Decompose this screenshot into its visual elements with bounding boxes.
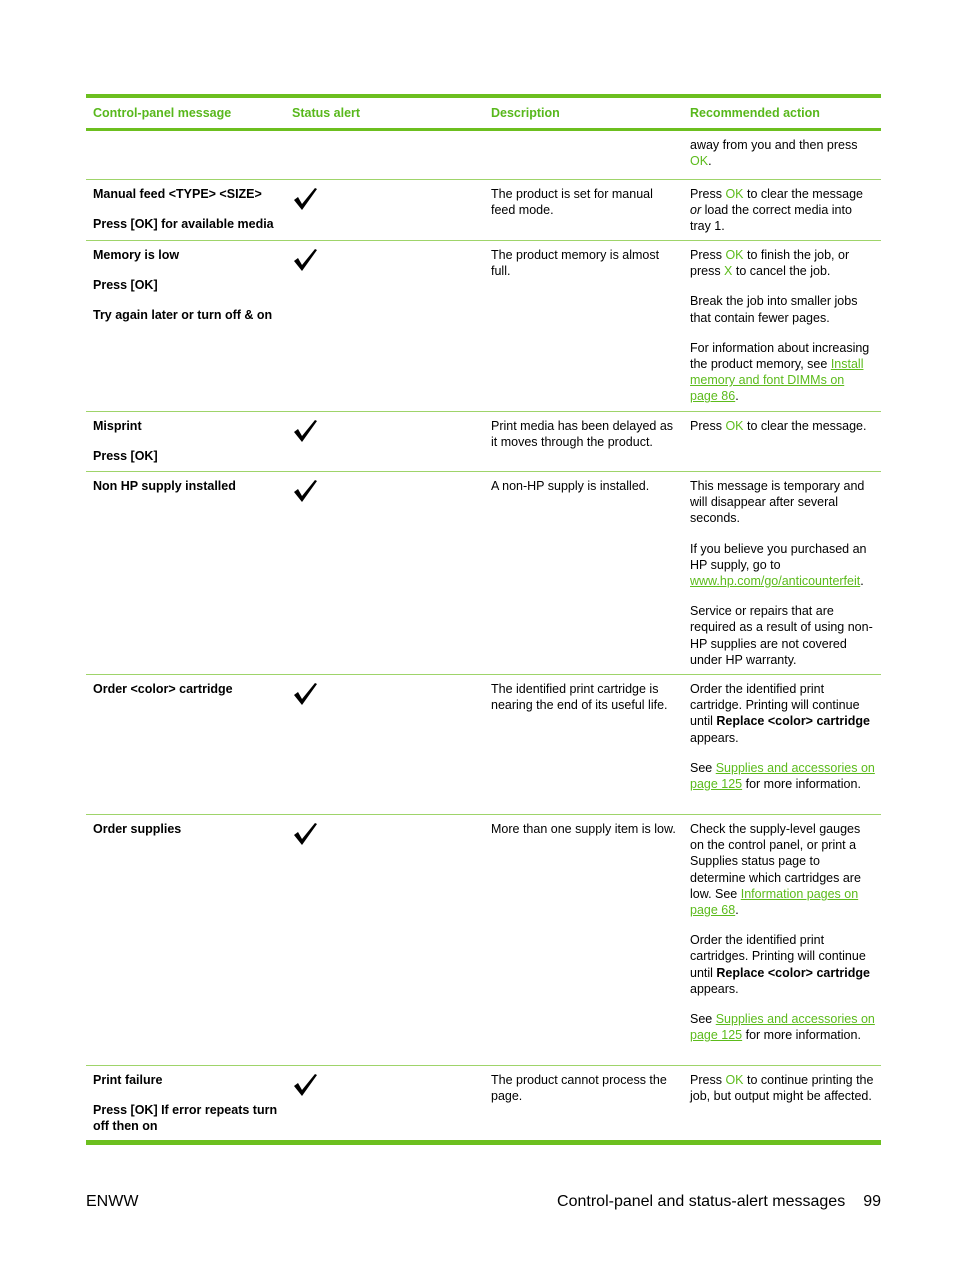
table-row-order-supplies [86,815,881,1066]
ok-key: OK [725,1073,744,1087]
information-pages-link[interactable]: Information pages on page 68 [690,886,859,918]
panel-message: Press [OK] If error repeats turn off then on [93,1103,278,1134]
checkmark-icon [292,681,318,707]
footer-edition: ENWW [86,1193,139,1210]
panel-message: Memory is low [93,248,180,262]
message-cell [86,472,285,674]
description-cell: The product memory is almost full. [491,248,660,279]
panel-message: Manual feed <TYPE> <SIZE> [93,187,262,201]
checkmark-icon [292,247,318,273]
panel-message: Order <color> cartridge [93,682,233,696]
footer-section-title: Control-panel and status-alert messages [557,1193,846,1210]
description-cell: A non-HP supply is installed. [491,479,650,493]
page-footer [86,1193,881,1213]
table-row-continued [86,131,881,180]
anticounterfeit-link[interactable]: www.hp.com/go/anticounterfeit [690,574,861,589]
table-bottom-rule [86,1140,881,1145]
message-cell [86,412,285,471]
supplies-accessories-link[interactable]: Supplies and accessories on page 125 [690,760,875,792]
action-cell: Order the identified print cartridge. Printing will continue until Replace <color> cartridge appears. See Supplies and accessories on page 125 for more information. [690,682,875,792]
panel-message: Misprint [93,419,142,433]
table-row-non-hp-supply [86,472,881,675]
panel-message: Press [OK] [93,278,158,293]
description-cell: The product cannot process the page. [491,1073,667,1104]
ok-key: OK [725,187,744,201]
action-cell: Press OK to continue printing the job, but output might be affected. [690,1073,874,1104]
table-row-misprint [86,412,881,472]
description-cell: The identified print cartridge is nearing the end of its useful life. [491,682,668,713]
table-row-print-failure [86,1066,881,1140]
status-cell [285,815,484,1065]
page-number: 99 [863,1193,881,1210]
status-cell [285,675,484,814]
action-cell: Press OK to clear the message or load the correct media into tray 1. [690,187,864,234]
table-row-order-cartridge [86,675,881,815]
table-header [86,98,881,128]
header-message: Control-panel message [93,106,232,120]
panel-message: Press [OK] for available media [93,217,274,232]
checkmark-icon [292,418,318,444]
action-cell: Press OK to finish the job, or press X to cancel the job. Break the job into smaller jobs that contain fewer pages. For information about increasing the product memory, see Install memory and font DIMMs on page 86. [690,248,870,404]
panel-message: Print failure [93,1073,163,1087]
footer-right [557,1193,881,1211]
status-cell [285,180,484,240]
message-cell [86,815,285,1065]
message-cell [86,180,285,240]
message-cell [86,241,285,411]
action-cell: Check the supply-level gauges on the control panel, or print a Supplies status page to determine which cartridges are low. See Information pages on page 68. Order the identified print cartridges. Printing will continue until Replace <color> cartridge appears. See Supplies and accessories on page 125 for more information. [690,822,875,1043]
messages-table [86,94,881,1145]
checkmark-icon [292,186,318,212]
ok-key: OK [725,419,744,433]
table-row-manual-feed [86,180,881,241]
status-cell [285,241,484,411]
checkmark-icon [292,1072,318,1098]
install-memory-link[interactable]: Install memory and font DIMMs on page 86 [690,357,864,404]
checkmark-icon [292,478,318,504]
panel-message: Non HP supply installed [93,479,236,493]
header-status: Status alert [292,106,361,120]
supplies-accessories-link[interactable]: Supplies and accessories on page 125 [690,1012,875,1043]
panel-message: Order supplies [93,822,182,836]
checkmark-icon [292,821,318,847]
description-cell: The product is set for manual feed mode. [491,187,653,218]
description-cell: More than one supply item is low. [491,822,676,836]
status-cell [285,472,484,674]
message-cell [86,675,285,814]
action-cell: Press OK to clear the message. [690,419,867,433]
action-cell: This message is temporary and will disappear after several seconds. If you believe you purchased an HP supply, go to www.hp.com/go/anticounterfeit. Service or repairs that are required as a result of using non-HP supplies are not covered under HP warranty. [690,479,873,667]
status-cell [285,1066,484,1140]
action-cell: away from you and then press OK. [690,138,858,169]
cancel-key: X [724,264,733,279]
header-action: Recommended action [690,106,820,120]
description-cell: Print media has been delayed as it moves through the product. [491,419,674,450]
panel-message: Press [OK] [93,449,158,464]
table-row-memory-low [86,241,881,412]
ok-key: OK [690,154,709,169]
message-cell [86,1066,285,1140]
panel-message: Try again later or turn off & on [93,308,273,323]
status-cell [285,412,484,471]
ok-key: OK [725,248,744,262]
header-description: Description [491,106,560,120]
